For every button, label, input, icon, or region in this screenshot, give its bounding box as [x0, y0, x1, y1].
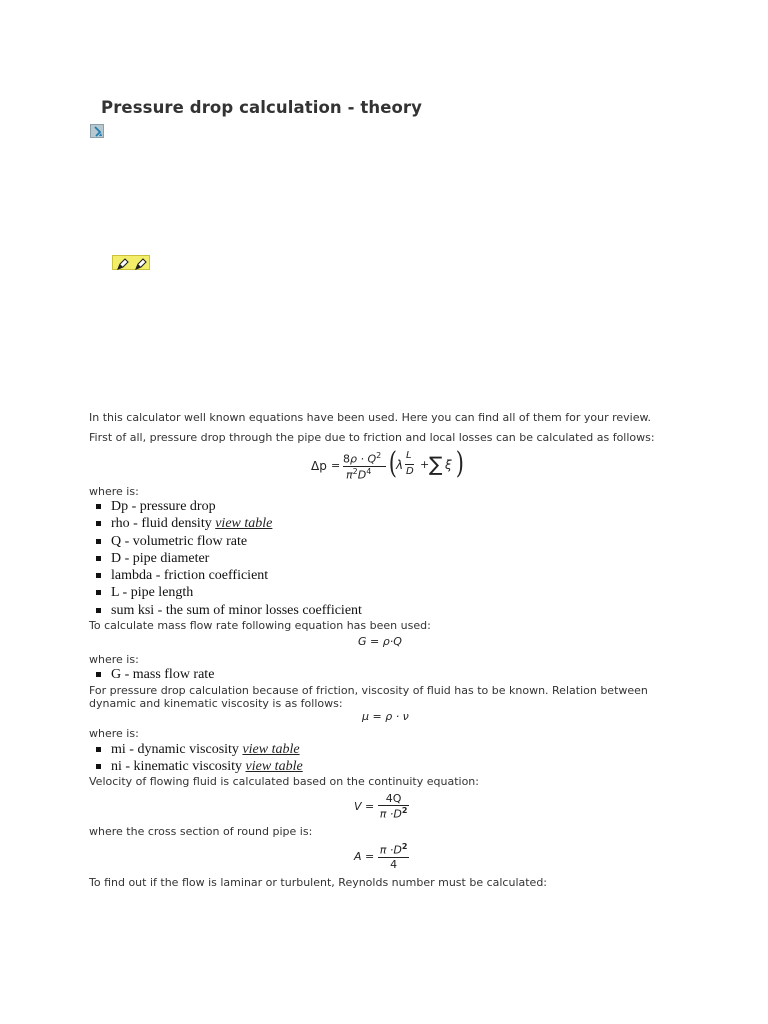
view-table-link[interactable]: view table [215, 516, 273, 532]
velocity-intro: Velocity of flowing fluid is calculated based on the continuity equation: [89, 775, 479, 788]
eq-dp-equals: = [331, 459, 341, 472]
eq-dp-lambda: λ [396, 458, 404, 472]
pencil-icon-group[interactable] [112, 255, 150, 270]
eq-dp-l-over-d-bar [405, 464, 414, 465]
eq-dp-denominator: $\pi^2D^4$ [346, 467, 372, 482]
reynolds-intro: To find out if the flow is laminar or turbulent, Reynolds number must be calculated: [89, 876, 548, 889]
velocity-equation [354, 792, 409, 821]
velocity-denominator: $\pi \cdot D^2$ [379, 806, 408, 821]
intro-paragraph: In this calculator well known equations have been used. Here you can find all of them for your review. [89, 411, 651, 424]
list-item: G - mass flow rate [94, 666, 214, 683]
where-label: where is: [89, 653, 139, 666]
list-item: rho - fluid density view table [94, 515, 362, 532]
cross-section-equation [354, 842, 409, 871]
view-table-link[interactable]: view table [242, 742, 300, 757]
variables-list [94, 498, 362, 619]
cross-section-intro: where the cross section of round pipe is: [89, 825, 313, 838]
eq-dp-numerator: $8\rho \cdot Q^2$ [343, 451, 382, 466]
list-item: lambda - friction coefficient [94, 567, 362, 584]
eq-dp-sigma: ∑ [429, 452, 443, 476]
eq-dp-xi: ξ [445, 458, 452, 472]
viscosity-intro-line-2: dynamic and kinematic viscosity is as follows: [89, 697, 343, 710]
eq-dp-lhs: Δp [311, 459, 327, 473]
mass-flow-variables-list [94, 666, 214, 683]
where-label: where is: [89, 727, 139, 740]
area-lhs: A = [354, 849, 375, 863]
eq-dp-right-paren: ) [455, 446, 464, 481]
page-title: Pressure drop calculation - theory [101, 98, 423, 117]
list-item: sum ksi - the sum of minor losses coefficient [94, 602, 362, 619]
list-item: L - pipe length [94, 584, 362, 601]
viscosity-equation: μ = ρ · ν [362, 710, 409, 723]
area-denominator: 4 [390, 857, 398, 871]
viscosity-variables-list [94, 741, 303, 776]
viscosity-intro-line-1: For pressure drop calculation because of friction, viscosity of fluid has to be known. Relation between [89, 684, 648, 697]
list-item: Dp - pressure drop [94, 498, 362, 515]
pencil-icon[interactable] [115, 256, 131, 269]
pressure-drop-equation [310, 448, 470, 486]
mass-flow-equation: G = ρ·Q [358, 635, 402, 648]
eq-dp-plus: + [420, 458, 430, 471]
velocity-lhs: V = [354, 799, 375, 813]
mass-flow-intro: To calculate mass flow rate following equation has been used: [89, 619, 431, 632]
arrow-icon[interactable] [90, 124, 104, 138]
eq-dp-d: D [406, 466, 414, 477]
eq-dp-left-paren: ( [388, 446, 397, 481]
eq-dp-l: L [406, 450, 412, 461]
velocity-numerator: 4Q [378, 792, 410, 806]
list-item: D - pipe diameter [94, 550, 362, 567]
pencil-icon[interactable] [133, 256, 149, 269]
list-item: ni - kinematic viscosity view table [94, 758, 303, 775]
area-numerator: $\pi \cdot D^2$ [379, 842, 408, 857]
where-label: where is: [89, 485, 139, 498]
velocity-fraction [378, 792, 410, 821]
view-table-link[interactable]: view table [245, 759, 303, 775]
list-item: Q - volumetric flow rate [94, 533, 362, 550]
area-fraction [378, 842, 410, 871]
list-item: mi - dynamic viscosity view table [94, 741, 303, 758]
pressure-drop-intro: First of all, pressure drop through the pipe due to friction and local losses can be calculated as follows: [89, 431, 655, 444]
